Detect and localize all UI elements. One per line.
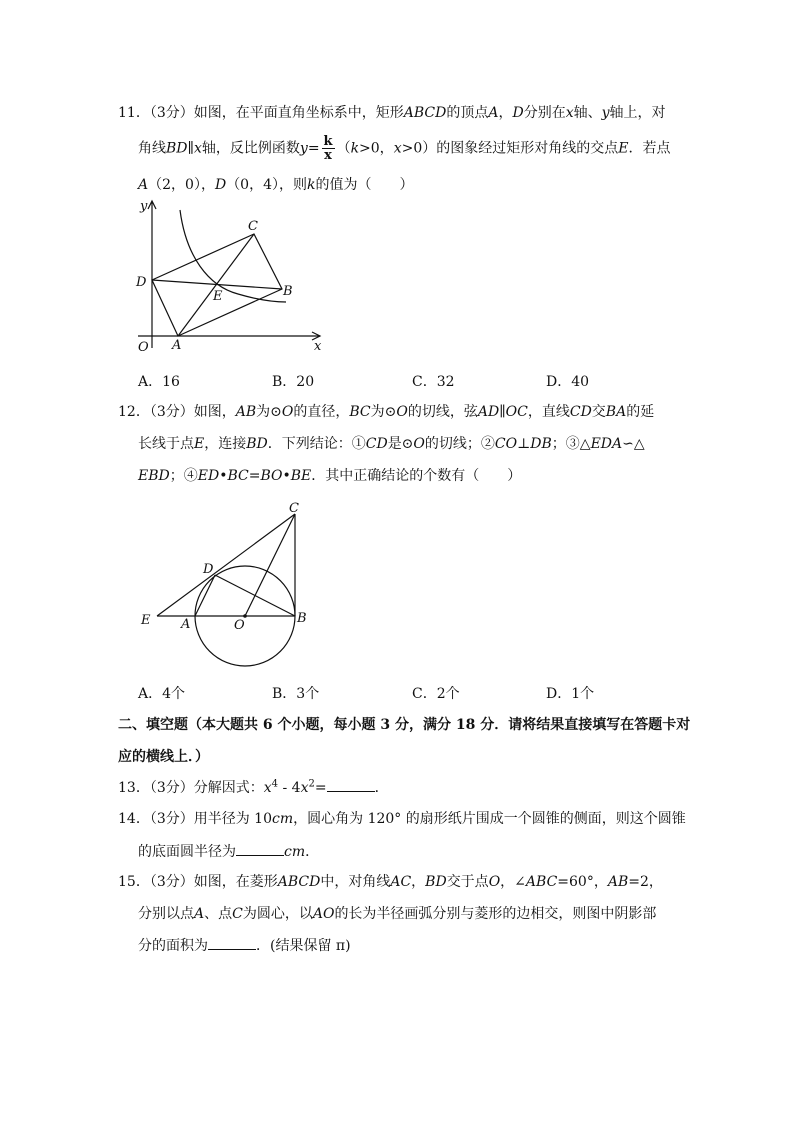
- q12-text: ∽△: [622, 436, 645, 452]
- q14-answer-blank[interactable]: [236, 841, 284, 856]
- q11-fraction: [322, 135, 335, 162]
- q12-var: E: [194, 436, 205, 452]
- q11-line-2: [138, 135, 670, 162]
- q15-var: ABCD: [277, 874, 321, 890]
- q15-var: O: [488, 874, 501, 890]
- label-e: E: [141, 613, 151, 628]
- q13-line: [118, 777, 389, 798]
- q12-text: ，连接: [204, 436, 247, 452]
- q12-var: AD: [477, 404, 500, 420]
- q12-text: ∥: [499, 404, 506, 420]
- label-o: O: [234, 618, 245, 633]
- q15-var: ABC: [525, 874, 558, 890]
- q12-var: BA: [605, 404, 627, 420]
- q12-option-b[interactable]: B．3个: [272, 686, 320, 702]
- q12-text: 为⊙: [370, 404, 397, 420]
- q15-text: ，: [411, 874, 426, 890]
- q11-option-c[interactable]: C．32: [412, 374, 455, 390]
- q11-text: ∥: [187, 140, 194, 157]
- q11-var: k: [350, 140, 360, 157]
- q13-var: x: [263, 780, 272, 796]
- q13-exponent: 4: [271, 778, 279, 790]
- q11-text: 轴，反比例函数: [201, 140, 300, 157]
- q11-text: 的值为（ ）: [315, 177, 414, 193]
- q15-text: 为圆心，以: [242, 906, 313, 922]
- q12-text: 的延: [626, 404, 655, 420]
- q12-var: CD: [365, 436, 388, 452]
- q11-text: ，: [498, 105, 513, 121]
- q13-text: ．: [374, 780, 389, 796]
- q15-var: AB: [607, 874, 629, 890]
- q11-text: ．若点: [628, 140, 671, 157]
- q13-var: x: [300, 780, 309, 796]
- q15-var: AC: [390, 874, 412, 890]
- q12-text: •: [219, 468, 228, 484]
- q12-var: ED: [197, 468, 220, 484]
- q14-unit: cm: [272, 811, 294, 827]
- q15-var: AO: [312, 906, 335, 922]
- q15-var: A: [194, 906, 205, 922]
- q12-var: BC: [349, 404, 371, 420]
- q12-text: 的切线；②: [424, 436, 495, 452]
- q15-answer-blank[interactable]: [208, 935, 256, 950]
- q12-text: =: [248, 468, 261, 484]
- q12-var: DB: [530, 436, 552, 452]
- q11-option-a[interactable]: A．16: [138, 374, 180, 390]
- label-d: D: [136, 275, 147, 290]
- q11-var: x: [193, 140, 202, 157]
- q14-unit: cm: [284, 844, 306, 860]
- q11-text: 轴上，对: [609, 105, 666, 121]
- q15-text: 分的面积为: [138, 938, 208, 954]
- label-b: B: [283, 284, 293, 299]
- q11-text: 11．（3分）如图，在平面直角坐标系中，矩形: [118, 105, 404, 121]
- line-ec: [157, 514, 295, 616]
- q12-var: BC: [227, 468, 249, 484]
- q12-text: 的直径，: [293, 404, 350, 420]
- q11-var: BD: [166, 140, 188, 157]
- q13-answer-blank[interactable]: [327, 777, 375, 792]
- label-e: E: [213, 289, 223, 304]
- q11-var: y: [601, 105, 610, 121]
- q15-text: 交于点: [446, 874, 489, 890]
- q15-text: =60°，: [557, 874, 608, 890]
- q11-var: x: [565, 105, 574, 121]
- q12-var: O: [281, 404, 294, 420]
- q11-option-d[interactable]: D．40: [546, 374, 590, 390]
- q12-figure: [135, 498, 325, 678]
- q13-exponent: 2: [308, 778, 315, 790]
- q12-text: •: [282, 468, 291, 484]
- q11-text: =: [307, 140, 320, 157]
- q15-line-1: [118, 872, 663, 892]
- q12-text: 长线于点: [138, 436, 194, 452]
- q12-var: EDA: [590, 436, 623, 452]
- q15-text: =2，: [628, 874, 663, 890]
- q11-text: >0，: [359, 140, 394, 157]
- section-2-heading-cont: 应的横线上．）: [118, 749, 209, 765]
- q12-var: BE: [290, 468, 312, 484]
- q12-var: CD: [569, 404, 592, 420]
- q11-text: 角线: [138, 140, 166, 157]
- q13-text: 13．（3分）分解因式：: [118, 780, 264, 796]
- q11-text: >0）的图象经过矩形对角线的交点: [401, 140, 619, 157]
- q12-option-d[interactable]: D．1个: [546, 686, 595, 702]
- q12-text: 是⊙: [387, 436, 414, 452]
- q14-text: ．: [305, 844, 320, 860]
- q14-text: 的底面圆半径为: [138, 844, 236, 860]
- q11-var: A: [488, 105, 499, 121]
- q11-text: 分别在: [523, 105, 566, 121]
- q12-text: 的切线，弦: [407, 404, 478, 420]
- label-a: A: [172, 338, 182, 353]
- q11-text: 轴、: [573, 105, 602, 121]
- q15-text: ．(结果保留 π): [256, 938, 351, 954]
- q13-text: - 4: [278, 780, 301, 796]
- label-y: y: [140, 199, 148, 214]
- q15-text: 15．（3分）如图，在菱形: [118, 874, 278, 890]
- q12-text: ；④: [169, 468, 198, 484]
- q12-text: ⊥: [517, 436, 531, 452]
- q12-text: 12．（3分）如图，: [118, 404, 236, 420]
- q12-var: BD: [246, 436, 268, 452]
- line-bd: [215, 575, 295, 616]
- q15-text: 、点: [204, 906, 233, 922]
- label-d: D: [203, 562, 214, 577]
- q11-var: E: [618, 140, 629, 157]
- section-2-heading: 二、填空题（本大题共 6 个小题，每小题 3 分，满分 18 分．请将结果直接填写在答题卡对: [118, 717, 691, 733]
- q14-text: ，圆心角为 120° 的扇形纸片围成一个圆锥的侧面，则这个圆锥: [293, 811, 686, 827]
- q11-text: （0，4），则: [226, 177, 308, 193]
- fraction-numerator: k: [323, 134, 333, 149]
- label-c: C: [248, 219, 258, 234]
- q12-text: ，直线: [527, 404, 570, 420]
- q12-text: ．其中正确结论的个数有（ ）: [311, 468, 522, 484]
- q15-line-3: [138, 935, 351, 956]
- q11-figure: [130, 196, 330, 356]
- q11-text: （2，0），: [148, 177, 215, 193]
- q12-var: CO: [494, 436, 518, 452]
- q13-text: =: [314, 780, 327, 796]
- q15-text: 分别以点: [138, 906, 194, 922]
- q14-line-1: [118, 809, 686, 829]
- label-b: B: [297, 611, 307, 626]
- q14-line-2: [138, 841, 319, 862]
- q11-var: A: [138, 177, 149, 193]
- q11-var: D: [214, 177, 227, 193]
- q12-var: AB: [235, 404, 257, 420]
- label-x: x: [314, 339, 322, 354]
- fraction-denominator: x: [324, 148, 332, 163]
- q14-text: 14．（3分）用半径为 10: [118, 811, 272, 827]
- q11-option-b[interactable]: B．20: [272, 374, 315, 390]
- q11-text: 的顶点: [446, 105, 489, 121]
- q12-line-1: [118, 402, 654, 422]
- line-oc: [245, 514, 295, 616]
- q12-var: OC: [505, 404, 528, 420]
- q12-option-c[interactable]: C．2个: [412, 686, 460, 702]
- q11-var: y: [299, 140, 308, 157]
- q12-text: 为⊙: [256, 404, 282, 420]
- q11-var: ABCD: [403, 105, 447, 121]
- q15-line-2: [138, 904, 656, 924]
- q12-var: O: [396, 404, 408, 420]
- q15-text: 的长为半径画弧分别与菱形的边相交，则图中阴影部: [334, 906, 657, 922]
- q15-var: BD: [425, 874, 447, 890]
- q11-line-1: [118, 103, 666, 123]
- q12-option-a[interactable]: A．4个: [138, 686, 186, 702]
- q11-text: （: [336, 140, 351, 157]
- q12-line-3: [138, 466, 521, 486]
- q11-line-3: [138, 175, 414, 195]
- label-c: C: [289, 501, 299, 516]
- label-a: A: [181, 617, 191, 632]
- q12-var: EBD: [138, 468, 170, 484]
- q11-var: x: [393, 140, 402, 157]
- q12-text: ．下列结论：①: [267, 436, 366, 452]
- q11-var: D: [512, 105, 524, 121]
- q12-text: ；③△: [551, 436, 591, 452]
- label-o: O: [138, 340, 149, 355]
- q12-line-2: [138, 434, 645, 454]
- q15-var: C: [232, 906, 243, 922]
- q12-var: O: [413, 436, 425, 452]
- q11-var: k: [307, 177, 316, 193]
- q15-text: ，∠: [500, 874, 526, 890]
- q15-text: 中，对角线: [320, 874, 391, 890]
- q12-var: BO: [260, 468, 283, 484]
- q12-text: 交: [591, 404, 606, 420]
